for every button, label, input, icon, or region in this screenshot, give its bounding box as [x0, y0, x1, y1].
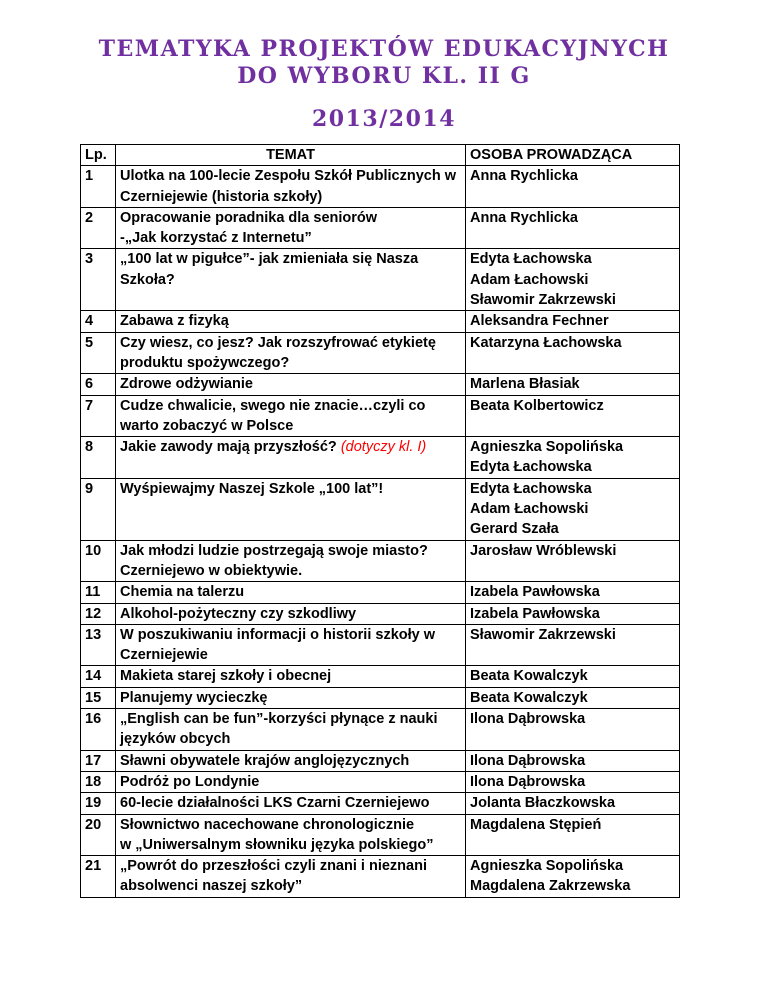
row-number: 7 — [81, 395, 116, 437]
table-row — [81, 207, 680, 249]
row-topic-cell — [116, 437, 466, 479]
row-number: 21 — [81, 856, 116, 898]
table-row — [81, 540, 680, 582]
table-row — [81, 624, 680, 666]
row-persons: Agnieszka Sopolińska Edyta Łachowska — [466, 437, 680, 479]
table-row — [81, 311, 680, 332]
row-number: 13 — [81, 624, 116, 666]
row-persons: Beata Kolbertowicz — [466, 395, 680, 437]
row-topic: Jak młodzi ludzie postrzegają swoje miasto? Czerniejewo w obiektywie. — [120, 542, 428, 579]
row-topic-cell — [116, 771, 466, 792]
row-persons: Anna Rychlicka — [466, 166, 680, 208]
row-number: 1 — [81, 166, 116, 208]
row-number: 17 — [81, 750, 116, 771]
row-topic-cell — [116, 666, 466, 687]
table-row — [81, 771, 680, 792]
row-number: 8 — [81, 437, 116, 479]
row-number: 19 — [81, 793, 116, 814]
table-row — [81, 603, 680, 624]
row-persons: Ilona Dąbrowska — [466, 771, 680, 792]
row-topic: Alkohol-pożyteczny czy szkodliwy — [120, 605, 357, 622]
row-topic-cell — [116, 687, 466, 708]
row-persons: Izabela Pawłowska — [466, 603, 680, 624]
row-topic: Zdrowe odżywianie — [120, 376, 253, 393]
row-topic-cell — [116, 856, 466, 898]
row-persons: Aleksandra Fechner — [466, 311, 680, 332]
row-number: 2 — [81, 207, 116, 249]
row-number: 6 — [81, 374, 116, 395]
row-topic-cell — [116, 814, 466, 856]
school-year: 2013/2014 — [312, 106, 456, 132]
row-persons: Edyta Łachowska Adam Łachowski Sławomir Zakrzewski — [466, 249, 680, 311]
row-persons: Jarosław Wróblewski — [466, 540, 680, 582]
row-topic-cell — [116, 249, 466, 311]
row-topic: „100 lat w pigułce”- jak zmieniała się Nasza Szkoła? — [120, 251, 419, 288]
row-persons: Beata Kowalczyk — [466, 687, 680, 708]
table-row — [81, 478, 680, 540]
table-row — [81, 437, 680, 479]
row-topic-cell — [116, 374, 466, 395]
table-row — [81, 750, 680, 771]
row-persons: Jolanta Błaczkowska — [466, 793, 680, 814]
table-row — [81, 332, 680, 374]
table-row — [81, 793, 680, 814]
row-topic: Chemia na talerzu — [120, 584, 245, 601]
row-topic: Jakie zawody mają przyszłość? — [120, 439, 337, 456]
row-topic-cell — [116, 166, 466, 208]
row-number: 20 — [81, 814, 116, 856]
row-number: 3 — [81, 249, 116, 311]
table-row — [81, 374, 680, 395]
row-topic-cell — [116, 793, 466, 814]
row-topic: W poszukiwaniu informacji o historii szkoły w Czerniejewie — [120, 626, 436, 664]
table-row — [81, 856, 680, 898]
row-topic: Wyśpiewajmy Naszej Szkole „100 lat”! — [120, 480, 384, 497]
row-topic: Cudze chwalicie, swego nie znacie…czyli co warto zobaczyć w Polsce — [120, 397, 426, 434]
row-topic: 60-lecie działalności LKS Czarni Czerniejewo — [120, 795, 430, 812]
row-topic-cell — [116, 750, 466, 771]
row-number: 4 — [81, 311, 116, 332]
table-row — [81, 709, 680, 751]
row-topic-cell — [116, 709, 466, 751]
row-number: 15 — [81, 687, 116, 708]
row-persons: Marlena Błasiak — [466, 374, 680, 395]
row-topic: Podróż po Londynie — [120, 773, 260, 790]
row-number: 16 — [81, 709, 116, 751]
table-header-row — [81, 145, 680, 166]
table-row — [81, 249, 680, 311]
row-topic-cell — [116, 624, 466, 666]
row-topic: Czy wiesz, co jesz? Jak rozszyfrować etykietę produktu spożywczego? — [120, 334, 436, 371]
row-topic-cell — [116, 395, 466, 437]
row-topic: Ulotka na 100-lecie Zespołu Szkół Publicznych w Czerniejewie (historia szkoły) — [120, 168, 457, 205]
row-number: 14 — [81, 666, 116, 687]
row-persons: Izabela Pawłowska — [466, 582, 680, 603]
row-topic-note: (dotyczy kl. I) — [340, 439, 427, 456]
row-number: 18 — [81, 771, 116, 792]
row-topic-cell — [116, 332, 466, 374]
row-topic: Makieta starej szkoły i obecnej — [120, 668, 332, 685]
row-topic-cell — [116, 311, 466, 332]
row-topic-cell — [116, 582, 466, 603]
row-persons: Ilona Dąbrowska — [466, 750, 680, 771]
row-persons: Agnieszka Sopolińska Magdalena Zakrzewska — [466, 856, 680, 898]
header-lp: Lp. — [81, 145, 116, 166]
projects-table — [80, 144, 680, 898]
row-persons: Edyta Łachowska Adam Łachowski Gerard Szała — [466, 478, 680, 540]
row-persons: Anna Rychlicka — [466, 207, 680, 249]
row-number: 12 — [81, 603, 116, 624]
header-topic: TEMAT — [116, 145, 466, 166]
row-topic: „Powrót do przeszłości czyli znani i nieznani absolwenci naszej szkoły” — [120, 858, 427, 895]
row-topic-cell — [116, 603, 466, 624]
table-row — [81, 666, 680, 687]
row-topic-cell — [116, 540, 466, 582]
row-topic-cell — [116, 207, 466, 249]
header-person: OSOBA PROWADZĄCA — [466, 145, 680, 166]
row-persons: Magdalena Stępień — [466, 814, 680, 856]
row-number: 9 — [81, 478, 116, 540]
row-persons: Sławomir Zakrzewski — [466, 624, 680, 666]
row-topic: Zabawa z fizyką — [120, 313, 229, 330]
row-topic: Sławni obywatele krajów anglojęzycznych — [120, 752, 410, 769]
table-row — [81, 687, 680, 708]
document-title-line-2: DO WYBORU KL. II G — [237, 63, 531, 89]
document-title-line-1: TEMATYKA PROJEKTÓW EDUKACYJNYCH — [98, 36, 670, 62]
row-persons: Beata Kowalczyk — [466, 666, 680, 687]
row-topic: Planujemy wycieczkę — [120, 689, 268, 706]
row-topic: „English can be fun”-korzyści płynące z nauki języków obcych — [120, 711, 438, 748]
table-row — [81, 814, 680, 856]
table-row — [81, 395, 680, 437]
row-persons: Ilona Dąbrowska — [466, 709, 680, 751]
row-topic: Słownictwo nacechowane chronologicznie w „Uniwersalnym słowniku języka polskiego” — [120, 816, 434, 853]
table-row — [81, 166, 680, 208]
row-topic-cell — [116, 478, 466, 540]
row-number: 5 — [81, 332, 116, 374]
row-persons: Katarzyna Łachowska — [466, 332, 680, 374]
row-number: 11 — [81, 582, 116, 603]
row-topic: Opracowanie poradnika dla seniorów -„Jak korzystać z Internetu” — [120, 209, 378, 247]
row-number: 10 — [81, 540, 116, 582]
table-row — [81, 582, 680, 603]
